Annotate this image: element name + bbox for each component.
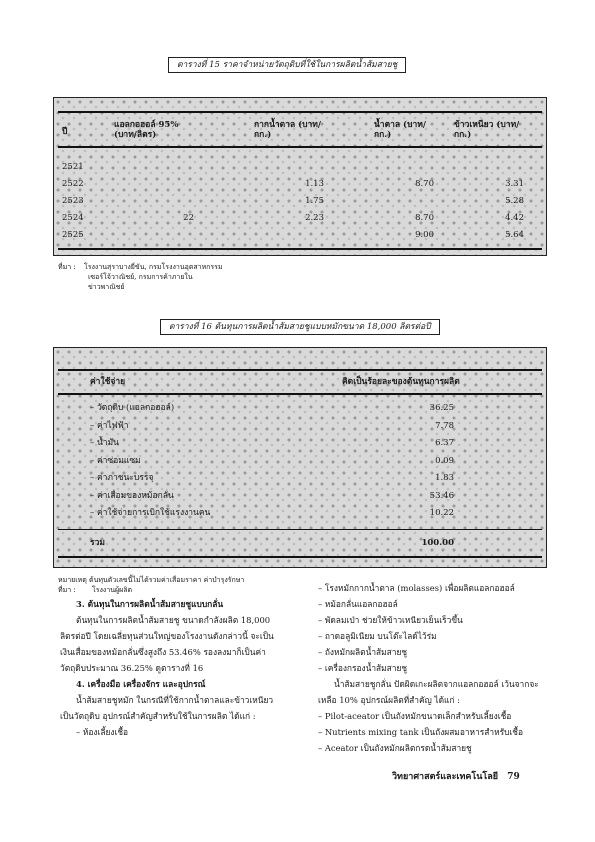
section-3-heading: 3. ต้นทุนในการผลิตน้ำส้มสายชูแบบกลั่น xyxy=(76,599,224,609)
table15-header-sugar: น้ำตาล (บาท/กก.) xyxy=(374,120,426,140)
table16-cell-expense: – ค่าไฟฟ้า xyxy=(90,420,129,431)
table15-cell-year: 2523 xyxy=(62,196,84,206)
table16-cell-expense: – ค่าซ่อมแซม xyxy=(90,455,141,466)
list-item: – เครื่องกรองน้ำส้มสายชู xyxy=(318,663,408,673)
body-line: ลิตรต่อปี โดยเฉลี่ยทุนส่วนใหญ่ของโรงงานดังกล่าวนี้ จะเป็น xyxy=(60,631,274,641)
table16-source-line: โรงงานผู้ผลิต xyxy=(91,586,133,594)
table16-cell-expense: – ค่าใช้จ่ายการเบิกใช้แรงงานคน xyxy=(90,508,211,518)
table15-source-line: โรงงานสุราบางยี่ขัน, กรมโรงงานอุตสาหกรรม xyxy=(83,263,223,271)
table15-source xyxy=(58,262,223,292)
table15-cell: 8.70 xyxy=(415,213,434,223)
table15-cell: 1.13 xyxy=(305,179,324,189)
table15-header-alcohol: แอลกอฮอล์ 95% (บาท/ลิตร) xyxy=(114,120,179,140)
table16-cell-percent: 53.46 xyxy=(429,490,454,501)
table15-cell: 4.42 xyxy=(505,213,524,223)
table15-cell: 5.64 xyxy=(505,230,524,240)
body-right-column xyxy=(318,580,550,756)
table15-source-label: ที่มา : xyxy=(58,263,76,271)
table16-total-rule xyxy=(58,529,542,530)
table15-header-rice: ข้าวเหนียว (บาท/กก.) xyxy=(454,120,520,140)
table16-caption: ตารางที่ 16 ต้นทุนการผลิตน้ำส้มสายชูแบบหมักขนาด 18,000 ลิตรต่อปี xyxy=(160,319,440,335)
table16-header-percent: คิดเป็นร้อยละของต้นทุนการผลิต xyxy=(342,377,460,387)
table16-top-rule xyxy=(58,369,542,371)
table15-header-rule xyxy=(58,146,542,148)
body-line: น้ำส้มสายชูกลั่น ปัดผิดเกะผลิตจากแอลกอฮอล์ เว้นจากจะ xyxy=(334,679,539,689)
table15-cell-year: 2522 xyxy=(62,179,84,189)
table15-caption: ตารางที่ 15 ราคาจำหน่ายวัตถุดิบที่ใช้ในการผลิตน้ำส้มสายชู xyxy=(168,57,406,73)
table15-header-molasses: กากน้ำตาล (บาท/กก.) xyxy=(254,120,322,140)
table15-cell: 1.75 xyxy=(305,196,324,206)
body-line: วัตถุดิบประมาณ 36.25% ดูตารางที่ 16 xyxy=(60,663,204,673)
list-item: – โรงหมักกากน้ำตาล (molasses) เพื่อผลิตแอลกอฮอล์ xyxy=(318,583,515,593)
table15-cell-year: 2525 xyxy=(62,230,84,240)
footer-page-number: 79 xyxy=(507,772,520,782)
table16-source-line: หมายเหตุ ต้นทุนตัวเลขนี้ไม่ได้รวมค่าเสื่อมราคา ค่าบำรุงรักษา xyxy=(58,576,245,584)
body-left-column xyxy=(60,596,300,740)
table15-cell: 2.23 xyxy=(305,213,324,223)
body-line: ต้นทุนในการผลิตน้ำส้มสายชู ขนาดกำลังผลิต 18,000 xyxy=(76,615,271,625)
table16-cell-expense: – น้ำมัน xyxy=(90,438,119,448)
table16-cell-percent: 6.37 xyxy=(435,438,454,448)
table16-cell-percent: 36.25 xyxy=(429,403,454,413)
table16-source-label: ที่มา : xyxy=(58,586,76,594)
body-line: น้ำส้มสายชูหมัก ในกรณีที่ใช้กากน้ำตาลและข้าวเหนียว xyxy=(76,695,274,705)
table15-header-year: ปี xyxy=(62,127,68,137)
table15-cell-year: 2524 xyxy=(62,213,84,223)
table15-cell: 8.70 xyxy=(415,179,434,189)
section-4-heading: 4. เครื่องมือ เครื่องจักร และอุปกรณ์ xyxy=(76,679,206,689)
table16-header-expense: ค่าใช้จ่าย xyxy=(90,377,126,387)
table15-cell: 22 xyxy=(183,213,194,223)
footer-journal: วิทยาศาสตร์และเทคโนโลยี xyxy=(392,772,499,782)
table16-cell-expense: – ค่าเสื่อมของหม้อกลั่น xyxy=(90,490,174,501)
list-item: – ถังหมักผลิตน้ำส้มสายชู xyxy=(318,647,408,657)
table15-cell: 3.31 xyxy=(505,179,524,189)
list-item: – Aceator เป็นถังหมักผลิตกรดน้ำส้มสายชู xyxy=(318,743,472,753)
table15 xyxy=(53,97,547,256)
body-line: เป็นวัตถุดิบ อุปกรณ์สำคัญสำหรับใช้ในการผลิต ได้แก่ : xyxy=(60,711,256,721)
table16-cell-expense: – ค่าภาชนะบรรจุ xyxy=(90,473,154,483)
table16-header-rule xyxy=(58,393,542,395)
list-item: – หม้อกลั่นแอลกอฮอล์ xyxy=(318,599,398,609)
table16-source xyxy=(58,575,244,595)
table15-bottom-rule xyxy=(58,248,542,250)
list-item: – ห้องเลี้ยงเชื้อ xyxy=(76,727,129,737)
table16-total-label: รวม xyxy=(90,538,105,548)
table16-cell-expense: – วัตถุดิบ (แอลกอฮอล์) xyxy=(90,403,175,413)
table16-cell-percent: 0.09 xyxy=(435,455,454,466)
table16-bottom-rule xyxy=(58,556,542,558)
table15-cell-year: 2521 xyxy=(62,162,84,172)
body-line: เงินเสื่อมของหม้อกลั่นซึ่งสูงถึง 53.46% รองลงมาก็เป็นค่า xyxy=(60,647,266,657)
list-item: – ถาดอลูมิเนียม บนโต๊ะไลด์ไว้ร่ม xyxy=(318,631,437,641)
table16-cell-percent: 10.22 xyxy=(429,508,454,518)
body-line: เหลือ 10% อุปกรณ์ผลิตที่สำคัญ ได้แก่ : xyxy=(318,695,460,705)
table15-source-line: ข่าวพาณิชย์ xyxy=(88,283,125,291)
table16-cell-percent: 7.78 xyxy=(435,420,454,431)
page-footer xyxy=(392,769,520,783)
table16-total-value: 100.00 xyxy=(421,538,454,548)
table15-source-line: เซอร์โจ้วาณิชย์, กรมการค้าภายใน xyxy=(88,273,193,281)
table16 xyxy=(53,347,547,568)
table15-cell: 9.00 xyxy=(415,230,434,240)
list-item: – Nutrients mixing tank เป็นถังผสมอาหารสำหรับเชื้อ xyxy=(318,727,524,737)
table15-top-rule xyxy=(58,111,542,113)
table16-cell-percent: 1.83 xyxy=(435,473,454,483)
list-item: – พัดลมเป่า ช่วยให้ข้าวเหนียวเย็นเร็วขึ้น xyxy=(318,615,463,625)
list-item: – Pilot-aceator เป็นถังหมักขนาดเล็กสำหรับเลี้ยงเชื้อ xyxy=(318,711,512,721)
table15-cell: 5.28 xyxy=(505,196,524,206)
